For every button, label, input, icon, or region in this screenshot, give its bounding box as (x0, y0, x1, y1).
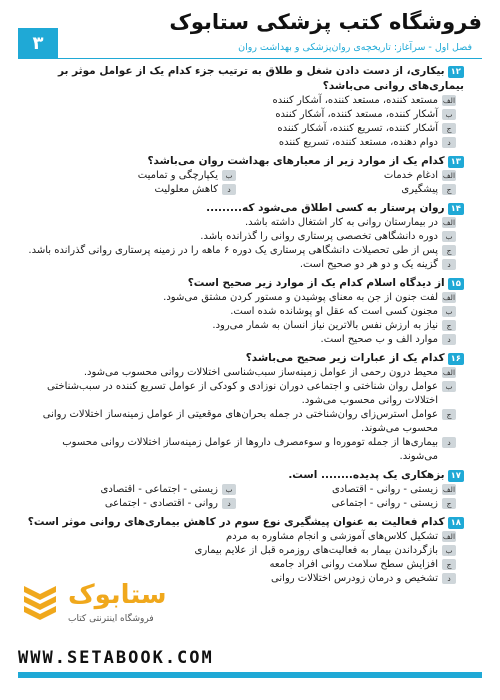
option-letter: ب (442, 306, 456, 317)
question-number: ۱۲ (448, 66, 464, 78)
option-letter: ج (442, 123, 456, 134)
option-text: مجنون کسی است که عقل او پوشانده شده است. (230, 306, 438, 317)
option-text: کاهش معلولیت (154, 184, 218, 195)
question-17 (26, 468, 464, 511)
option-text: بیماری‌ها از جمله توموره‌ا و سوءمصرف داروها از عوامل زمینه‌ساز اختلالات روانی محسوب می‌شوند. (62, 437, 438, 462)
option (26, 436, 456, 464)
option (26, 122, 456, 136)
option (26, 230, 456, 244)
website-url[interactable]: WWW.SETABOOK.COM (18, 648, 214, 668)
question-15 (26, 276, 464, 347)
logo-tagline: فروشگاه اینترنتی کتاب (68, 614, 154, 624)
option-letter: د (442, 259, 456, 270)
option-letter: ج (442, 409, 456, 420)
question-text: بزهکاری یک پدیده........ است. (288, 469, 445, 481)
option-letter: الف (442, 218, 456, 227)
questions-list (26, 64, 464, 590)
option-letter: د (442, 334, 456, 345)
option-letter: ب (222, 484, 236, 495)
option-text: گزینه یک و دو هر دو صحیح است. (299, 259, 438, 270)
question-13 (26, 154, 464, 197)
option (26, 169, 236, 183)
option-letter: ج (442, 184, 456, 195)
option-text: افزایش سطح سلامت روانی افراد جامعه (269, 559, 438, 570)
option-letter: ج (442, 498, 456, 509)
question-18 (26, 515, 464, 586)
option (246, 483, 456, 497)
setabook-logo[interactable] (20, 580, 198, 630)
option (246, 497, 456, 511)
footer-bar (18, 672, 482, 678)
option-text: عوامل استرس‌زای روان‌شناختی در جمله بحران‌های موقعیتی از عوامل زمینه‌ساز اختلالات روانی محسوب می‌شوند. (42, 409, 438, 434)
question-16 (26, 351, 464, 464)
option-text: دوره دانشگاهی تخصصی پرستاری روانی را گذرانده باشد. (200, 231, 438, 242)
option (26, 258, 456, 272)
option (246, 183, 456, 197)
option (26, 408, 456, 436)
option (26, 333, 456, 347)
page-header (0, 0, 500, 62)
option (26, 94, 456, 108)
option-text: تشکیل کلاس‌های آموزشی و انجام مشاوره به مردم (226, 531, 438, 542)
store-title: فروشگاه کتب پزشکی ستابوک (169, 10, 482, 34)
option (26, 544, 456, 558)
page-number: ۳ (18, 28, 58, 58)
option-letter: د (442, 137, 456, 148)
option-letter: د (222, 184, 236, 195)
question-text: کدام فعالیت به عنوان پیشگیری نوع سوم در کاهش بیماری‌های روانی موثر است؟ (27, 516, 445, 528)
question-text: کدام یک از عبارات زیر صحیح می‌باشد؟ (245, 352, 445, 364)
question-number: ۱۵ (448, 278, 464, 290)
option-text: زیستی - روانی - اجتماعی (331, 498, 438, 509)
question-12 (26, 64, 464, 150)
option (26, 497, 236, 511)
option-letter: ب (442, 231, 456, 242)
option (26, 366, 456, 380)
question-14 (26, 201, 464, 272)
option-text: پس از طی تحصیلات دانشگاهی پرستاری یک دوره ۶ ماهه را در زمینه پرستاری روانی گذرانده باشد. (28, 245, 438, 256)
option-text: نیاز به ارزش نفس بالاترین نیاز انسان به شمار می‌رود. (212, 320, 438, 331)
option (26, 483, 236, 497)
option-letter: ب (442, 109, 456, 120)
option-text: تشخیص و درمان زودرس اختلالات روانی (271, 573, 438, 584)
question-number: ۱۴ (448, 203, 464, 215)
option-text: در بیمارستان روانی به کار اشتغال داشته باشد. (244, 217, 438, 228)
option (26, 244, 456, 258)
option-text: آشکار کننده، مستعد کننده، آشکار کننده (275, 109, 438, 120)
question-number: ۱۶ (448, 353, 464, 365)
option-text: محیط درون رحمی از عوامل زمینه‌ساز سبب‌شناسی اختلالات روانی محسوب می‌شود. (83, 367, 438, 378)
option-letter: ب (222, 170, 236, 181)
option-letter: د (442, 437, 456, 448)
option-letter: ج (442, 559, 456, 570)
option-text: دوام دهنده، مستعد کننده، تسریع کننده (278, 137, 438, 148)
option-text: یکپارچگی و تمامیت (137, 170, 218, 181)
option (26, 380, 456, 408)
option-letter: الف (442, 171, 456, 180)
option (26, 530, 456, 544)
option-text: موارد الف و ب صحیح است. (320, 334, 438, 345)
question-number: ۱۷ (448, 470, 464, 482)
option-text: لفت جنون از جن به معنای پوشیدن و مستور کردن مشتق می‌شود. (163, 292, 438, 303)
question-text: کدام یک از موارد زیر از معیارهای بهداشت روان می‌باشد؟ (147, 155, 445, 167)
question-text: بیکاری، از دست دادن شغل و طلاق به ترتیب جزء کدام یک از عوامل موثر بر بیماری‌های روانی می‌باشد؟ (57, 65, 464, 92)
question-number: ۱۳ (448, 156, 464, 168)
option-letter: الف (442, 368, 456, 377)
option-text: روانی - اقتصادی - اجتماعی (104, 498, 218, 509)
question-number: ۱۸ (448, 517, 464, 529)
book-stack-icon (20, 580, 60, 624)
option (26, 291, 456, 305)
option-letter: د (222, 498, 236, 509)
option-text: زیستی - اجتماعی - اقتصادی (100, 484, 218, 495)
option (26, 136, 456, 150)
option (26, 108, 456, 122)
option-text: زیستی - روانی - اقتصادی (332, 484, 438, 495)
option-text: عوامل روان شناختی و اجتماعی دوران نوزادی و کودکی از عوامل تسریع کننده در سبب‌شناختی اختلالات روانی محسوب می‌شود. (47, 381, 438, 406)
option-text: آشکار کننده، تسریع کننده، آشکار کننده (277, 123, 438, 134)
option-letter: ب (442, 381, 456, 392)
option-letter: الف (442, 293, 456, 302)
question-text: از دیدگاه اسلام کدام یک از موارد زیر صحیح است؟ (187, 277, 445, 289)
option (26, 305, 456, 319)
option-letter: ج (442, 245, 456, 256)
option-text: ادغام خدمات (383, 170, 438, 181)
option (246, 169, 456, 183)
option (26, 216, 456, 230)
option-text: بازگرداندن بیمار به فعالیت‌های روزمره قبل از علایم بیماری (194, 545, 438, 556)
option-text: پیشگیری (401, 184, 438, 195)
option-text: مستعد کننده، مستعد کننده، آشکار کننده (272, 95, 438, 106)
option-letter: الف (442, 485, 456, 494)
chapter-subtitle: فصل اول - سرآغاز: تاریخچه‌ی روان‌پزشکی و بهداشت روان (238, 42, 472, 53)
option-letter: الف (442, 96, 456, 105)
header-divider (18, 58, 482, 59)
option (26, 319, 456, 333)
option-letter: ب (442, 545, 456, 556)
option-letter: ج (442, 320, 456, 331)
option-letter: الف (442, 532, 456, 541)
question-text: روان پرستار به کسی اطلاق می‌شود که......... (206, 202, 445, 214)
option-letter: د (442, 573, 456, 584)
option (26, 558, 456, 572)
option (26, 183, 236, 197)
logo-wordmark: ستابوک (68, 580, 167, 610)
